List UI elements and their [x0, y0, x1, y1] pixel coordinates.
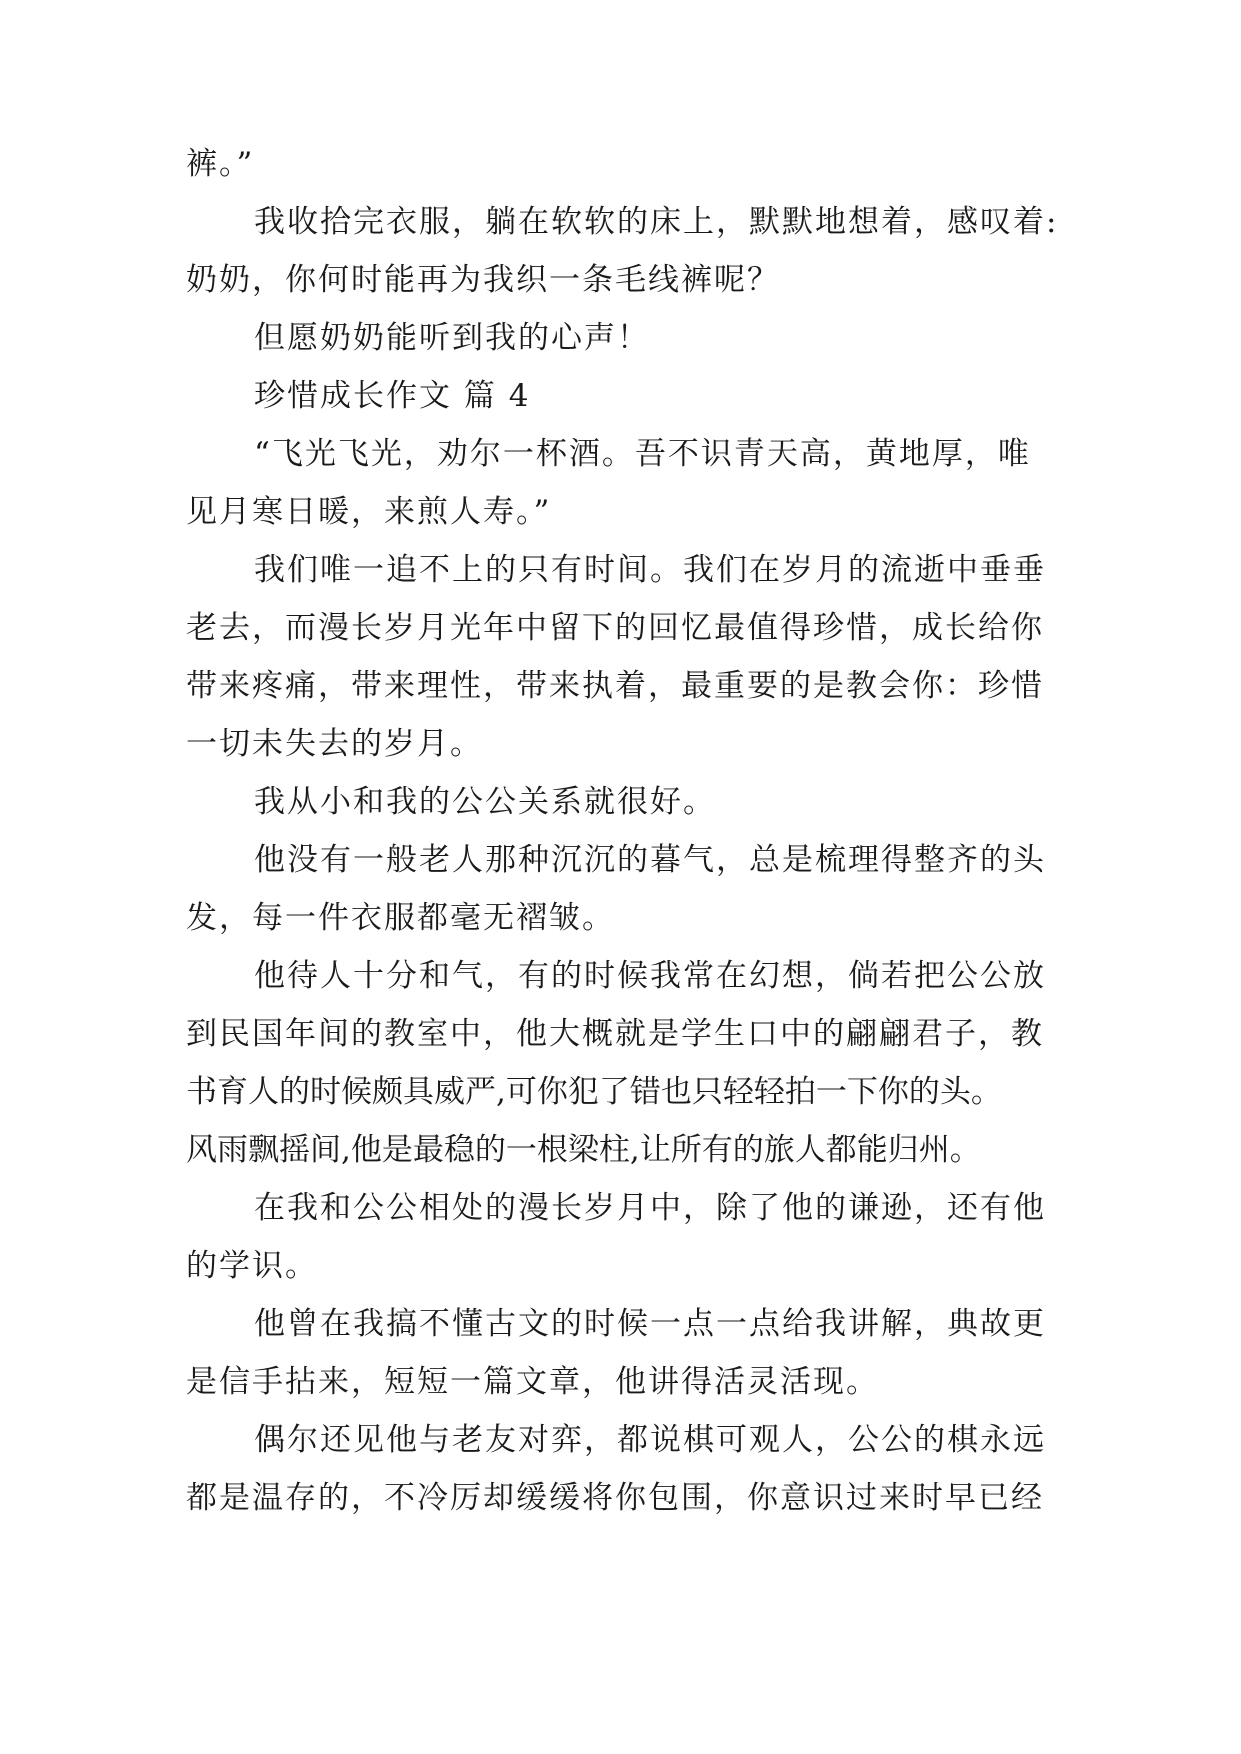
paragraph-line: 书育人的时候颇具威严,可你犯了错也只轻轻拍一下你的头。: [186, 1074, 1002, 1110]
paragraph-line: 发，每一件衣服都毫无褶皱。: [186, 900, 615, 936]
paragraph-line: 奶奶，你何时能再为我织一条毛线裤呢？: [186, 262, 780, 298]
section-heading: 珍惜成长作文 篇 4: [254, 378, 531, 414]
paragraph-line: 一切未失去的岁月。: [186, 726, 483, 762]
paragraph-line: 他没有一般老人那种沉沉的暮气，总是梳理得整齐的头: [254, 842, 1046, 878]
paragraph-line: 到民国年间的教室中，他大概就是学生口中的翩翩君子，教: [186, 1016, 1044, 1052]
paragraph-line: 见月寒日暖，来煎人寿。”: [186, 494, 552, 530]
paragraph-line: 裤。”: [186, 146, 255, 182]
paragraph-line: 是信手拈来，短短一篇文章，他讲得活灵活现。: [186, 1364, 879, 1400]
paragraph-line: 他待人十分和气，有的时候我常在幻想，倘若把公公放: [254, 958, 1046, 994]
paragraph-line: 他曾在我搞不懂古文的时候一点一点给我讲解，典故更: [254, 1306, 1046, 1342]
paragraph-line: 偶尔还见他与老友对弈，都说棋可观人，公公的棋永远: [254, 1422, 1046, 1458]
paragraph-line: 的学识。: [186, 1248, 318, 1284]
paragraph-line: 我从小和我的公公关系就很好。: [254, 784, 716, 820]
paragraph-line: 在我和公公相处的漫长岁月中，除了他的谦逊，还有他: [254, 1190, 1046, 1226]
paragraph-line: 老去，而漫长岁月光年中留下的回忆最值得珍惜，成长给你: [186, 610, 1044, 646]
paragraph-line: 风雨飘摇间,他是最稳的一根梁柱,让所有的旅人都能归州。: [186, 1132, 981, 1168]
paragraph-line: 我收拾完衣服，躺在软软的床上，默默地想着，感叹着:: [254, 204, 1059, 240]
paragraph-line: “飞光飞光，劝尔一杯酒。吾不识青天高，黄地厚，唯: [254, 436, 1031, 472]
paragraph-line: 带来疼痛，带来理性，带来执着，最重要的是教会你：珍惜: [186, 668, 1044, 704]
paragraph-line: 我们唯一追不上的只有时间。我们在岁月的流逝中垂垂: [254, 552, 1046, 588]
paragraph-line: 都是温存的，不冷厉却缓缓将你包围，你意识过来时早已经: [186, 1480, 1044, 1516]
paragraph-line: 但愿奶奶能听到我的心声！: [254, 320, 650, 356]
